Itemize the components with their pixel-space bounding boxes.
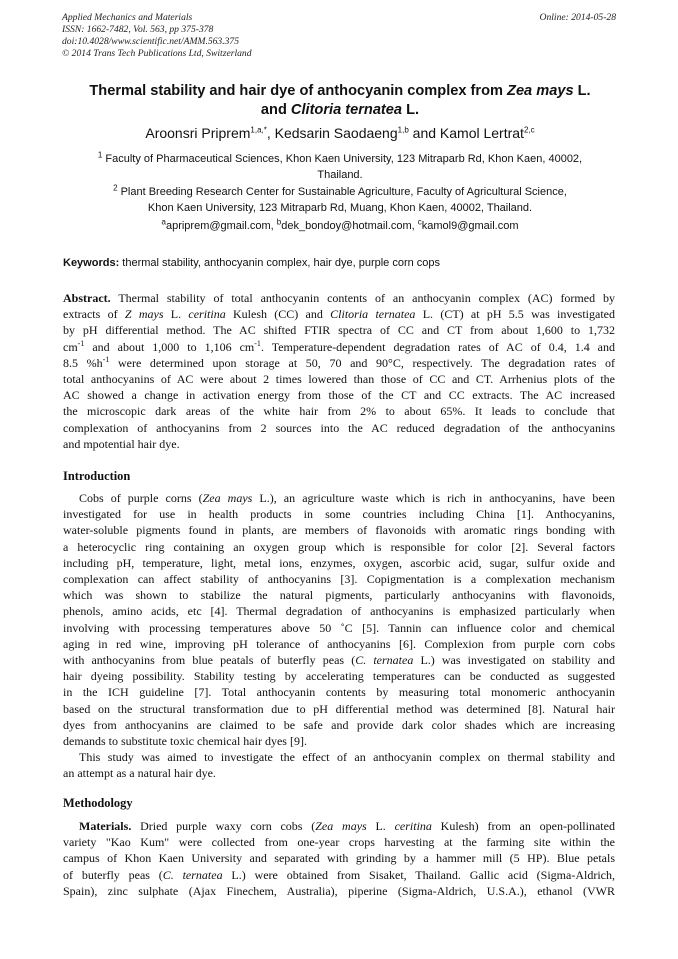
intro-line: including pH, temperature, light, metal ions, enzymes, oxygen, ascorbic acid, sugar, sulfur oxide and [63, 555, 615, 570]
paper-title [40, 82, 640, 120]
abstract-text: Thermal stability of total anthocyanin contents of an anthocyanin complex (AC) formed by [110, 291, 615, 305]
abstract-superscript: -1 [254, 338, 261, 348]
abstract-text: Kulesh (CC) and [225, 307, 331, 322]
method-line: Spain), zinc sulphate (Ajax Finechem, Australia), piperine (Sigma-Aldrich, U.S.A.), ethanol (VWR [63, 883, 615, 898]
abstract-line [63, 306, 615, 322]
method-line [63, 867, 615, 883]
issn-line: ISSN: 1662-7482, Vol. 563, pp 375-378 [62, 24, 214, 35]
author-affiliation-mark: 1,a,* [250, 125, 267, 135]
abstract-text: extracts of [63, 307, 125, 322]
abstract-text: 8.5 %h [63, 355, 103, 370]
affiliation-text: Thailand. [317, 169, 363, 181]
intro-line [63, 652, 615, 668]
author-name: Kedsarin Saodaeng [274, 125, 398, 141]
methodology-heading: Methodology [63, 796, 133, 810]
method-text: Kulesh) from an open-pollinated [431, 819, 615, 833]
affiliation-text: Faculty of Pharmaceutical Sciences, Khon Kaen University, 123 Mitraparb Rd, Khon Kaen, 40002, [102, 153, 583, 165]
method-line: campus of Khon Kaen University and separated with grinding by a hammer mill (5 HP). Blue petals [63, 851, 615, 866]
intro-species: C. ternatea [355, 653, 414, 668]
email-mark: a [161, 217, 166, 227]
intro-line: phenols, amino acids, etc [4]. Thermal degradation of anthocyanins is emphasized particularly when [63, 604, 615, 619]
doi-line: doi:10.4028/www.scientific.net/AMM.563.375 [62, 36, 240, 47]
author-name: Aroonsri Priprem [145, 125, 251, 141]
intro-text: L.), an agriculture waste which is rich in anthocyanins, have been [252, 491, 615, 505]
copyright-line: © 2014 Trans Tech Publications Ltd, Switzerland [62, 48, 252, 59]
abstract-species: Z mays [124, 307, 164, 322]
method-text: of buterfly peas ( [63, 867, 163, 882]
abstract-species: Clitoria ternatea [330, 307, 416, 322]
abstract-line [63, 339, 615, 355]
method-text: L. [366, 819, 395, 833]
email-mark: c [417, 217, 422, 227]
abstract-line: by pH differential method. The AC shifted FTIR spectra of CC and CT from about 1,600 to 1,732 [63, 323, 615, 338]
keywords-text: thermal stability, anthocyanin complex, hair dye, purple corn cops [119, 257, 441, 269]
abstract-text: L. [163, 307, 189, 322]
author-name: Kamol Lertrat [439, 125, 524, 141]
abstract-species: ceritina [188, 307, 226, 322]
author-affiliation-mark: 1,b [397, 125, 409, 135]
introduction-body [63, 490, 615, 782]
intro-line: water-soluble pigments found in plants, are members of flavonoids with aromatic rings bonding with [63, 523, 615, 538]
title-text: L. [402, 102, 420, 118]
abstract-text: L. (CT) at pH 5.5 was investigated [415, 307, 616, 322]
intro-line: investigated for use in health products in some countries including China [1]. Anthocyanins, [63, 507, 615, 522]
intro-line: demands to substitute toxic chemical hair dyes [9]. [63, 734, 307, 749]
author-list [40, 124, 640, 142]
methodology-body [63, 818, 615, 899]
intro-line: which was shown to stabilize the natural pigments, particularly anthocyanins with flavonoids, [63, 588, 615, 603]
keywords-label: Keywords: [63, 257, 120, 269]
abstract-text: cm [63, 339, 78, 354]
abstract-line: and mpotential hair dye. [63, 436, 180, 451]
intro-line: dyes from anthocyanins are claimed to be safe and provide dark color shades which are increasing [63, 717, 615, 732]
email-address: dek_bondoy@hotmail.com, [281, 220, 418, 232]
intro-text: with anthocyanins from blue peatals of buterfly peas ( [63, 653, 356, 668]
method-species: Zea mays [315, 819, 367, 833]
method-line [63, 818, 615, 834]
abstract-superscript: -1 [77, 338, 85, 348]
intro-line: involving with processing temperatures above 50 ˚C [5]. Tannin can influence color and chemical [63, 620, 615, 635]
abstract-text: were determined upon storage at 50, 70 and 90°C, respectively. The degradation rates of [109, 355, 616, 370]
title-text: and [260, 102, 291, 118]
method-text: L.) were obtained from Sisaket, Thailand. Gallic acid (Sigma-Aldrich, [222, 867, 615, 882]
author-separator: and [408, 125, 440, 141]
author-affiliation-mark: 2,c [523, 125, 535, 135]
materials-label: Materials. [79, 819, 132, 833]
intro-line: complexation can affect stability of anthocyanins [3]. Copigmentation is a complexation mechanism [63, 572, 615, 587]
intro-line: aging in red wine, improving pH tolerance of anthocyanins [6]. Complexion from purple corn cobs [63, 636, 615, 651]
author-separator: , [266, 125, 275, 141]
title-species: Clitoria ternatea [290, 102, 403, 118]
introduction-heading: Introduction [63, 469, 131, 483]
method-species: C. ternatea [162, 867, 223, 882]
intro-text: L.) was investigated on stability and [413, 653, 615, 668]
affiliation-mark: 2 [113, 183, 118, 193]
intro-line [63, 490, 615, 506]
abstract-line: total anthocyanins of AC were about 2 times lowered than those of CC and CT. Arrhenius plots of the [63, 372, 615, 387]
abstract [63, 290, 615, 452]
intro-line: This study was aimed to investigate the effect of an anthocyanin complex on thermal stability and [79, 750, 615, 765]
abstract-line [63, 355, 615, 371]
affiliation-text: Khon Kaen University, 123 Mitraparb Rd, Muang, Khon Kaen, 40002, Thailand. [147, 202, 533, 214]
abstract-line [63, 290, 615, 306]
email-mark: b [276, 217, 282, 227]
abstract-line: the microscopic dark areas of the white hair from 2% to about 65%. It leads to conclude that [63, 404, 615, 419]
journal-name: Applied Mechanics and Materials [62, 12, 193, 23]
abstract-superscript: -1 [102, 354, 110, 364]
abstract-text: and about 1,000 to 1,106 cm [84, 339, 255, 354]
method-line: variety "Kao Kum" were collected from one-year crops harvesting at the farming site within the [63, 835, 615, 850]
method-text: Dried purple waxy corn cobs ( [131, 819, 316, 833]
affiliation-1 [54, 151, 626, 183]
intro-line: hair dyeing possibility. Stability testing by accelerating temperatures can be conducted as suggested [63, 669, 615, 684]
keywords [63, 255, 615, 271]
journal-header [62, 12, 616, 60]
affiliation-text: Plant Breeding Research Center for Sustainable Agriculture, Faculty of Agricultural Science, [117, 186, 567, 198]
abstract-line: AC showed a change in activation energy from those of the CT and CC extracts. The AC increased [63, 388, 615, 403]
intro-line: an attempt as a natural hair dye. [63, 766, 216, 781]
online-date: Online: 2014-05-28 [539, 12, 616, 23]
intro-species: Zea mays [202, 491, 253, 505]
author-emails [54, 218, 626, 234]
abstract-text: . Temperature-dependent degradation rates of AC of 0.4, 1.4 and [260, 339, 616, 354]
abstract-line: complexation of anthocyanins from 2 sources into the AC reduced degradation of the anthocyanins [63, 420, 615, 435]
title-text: Thermal stability and hair dye of anthocyanin complex from [89, 83, 508, 99]
intro-line: a heterocyclic ring containing an oxygen group which is responsible for color [2]. Several factors [63, 539, 615, 554]
affiliation-mark: 1 [97, 150, 103, 160]
intro-line: in the ICH guideline [7]. Total anthocyanin contents by measuring total monomeric anthocyanin [63, 685, 615, 700]
method-species: ceritina [394, 819, 432, 833]
abstract-label: Abstract. [63, 291, 111, 305]
intro-line: based on the structural transformation due to pH differential method was determined [8]. Natural hair [63, 701, 615, 716]
email-address: apriprem@gmail.com, [165, 220, 277, 232]
intro-text: Cobs of purple corns ( [79, 491, 203, 505]
email-address: kamol9@gmail.com [421, 220, 519, 232]
title-species: Zea mays [507, 83, 574, 99]
title-text: L. [573, 83, 591, 99]
affiliation-2 [54, 184, 626, 216]
